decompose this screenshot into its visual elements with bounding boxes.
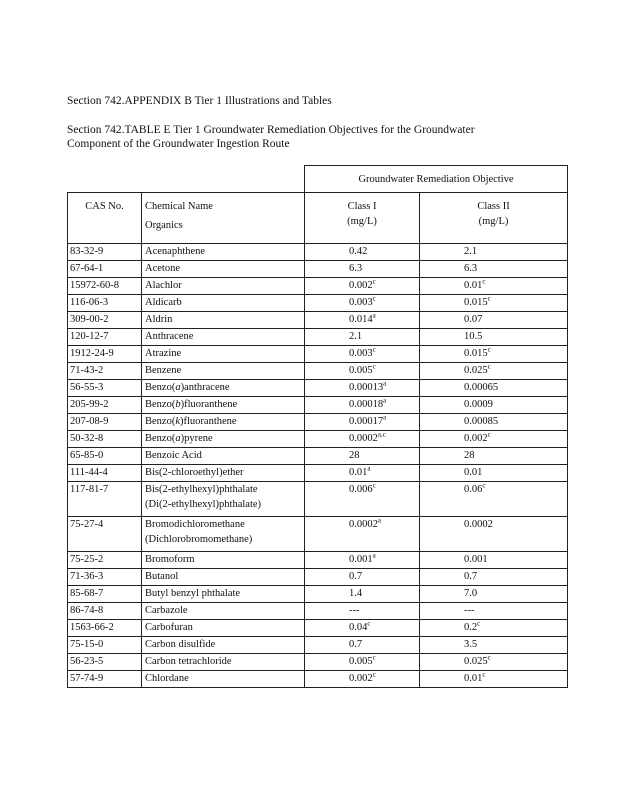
footnote-marker: a — [383, 396, 387, 405]
class1-value-number: 0.7 — [349, 639, 363, 650]
class1-value — [305, 603, 420, 620]
class1-value-number: 0.00017 — [349, 416, 384, 427]
cas-number: 75-15-0 — [68, 637, 142, 654]
table-row — [68, 431, 568, 448]
cas-number: 116-06-3 — [68, 295, 142, 312]
cas-number: 75-27-4 — [68, 517, 142, 552]
class2-value — [420, 431, 568, 448]
chemical-name — [142, 465, 305, 482]
class1-value-number: 0.006 — [349, 484, 373, 495]
chemical-name-suffix: )fluoranthene — [180, 399, 238, 410]
class2-value-number: 0.01 — [464, 467, 483, 478]
footnote-marker: c — [367, 619, 371, 628]
table-row — [68, 603, 568, 620]
chemical-name-italic: k — [175, 416, 180, 427]
table-row — [68, 346, 568, 363]
class2-value-number: 0.0002 — [464, 519, 493, 530]
cas-number: 83-32-9 — [68, 244, 142, 261]
cas-number: 56-23-5 — [68, 654, 142, 671]
footnote-marker: a — [372, 551, 376, 560]
footnote-marker: c — [372, 345, 376, 354]
chemical-name — [142, 380, 305, 397]
class1-value — [305, 329, 420, 346]
class2-value — [420, 637, 568, 654]
chemical-name — [142, 552, 305, 569]
class1-value — [305, 620, 420, 637]
footnote-marker: a — [377, 516, 381, 525]
chemical-name-line: Acetone — [145, 263, 180, 274]
chemical-name-italic: a — [175, 433, 181, 444]
class1-value — [305, 552, 420, 569]
chemical-name-line: Butyl benzyl phthalate — [145, 588, 241, 599]
chemical-name — [142, 363, 305, 380]
chemical-name-line: Acenaphthene — [145, 246, 206, 257]
class2-value-number: 0.025 — [464, 656, 488, 667]
chemical-name — [142, 586, 305, 603]
class2-value — [420, 552, 568, 569]
chemical-name — [142, 482, 305, 517]
class2-value-number: 0.01 — [464, 673, 483, 684]
class2-value-number: 0.7 — [464, 571, 478, 582]
class2-value — [420, 654, 568, 671]
class1-value — [305, 586, 420, 603]
class2-value — [420, 261, 568, 278]
cas-number: 57-74-9 — [68, 671, 142, 688]
class1-value — [305, 448, 420, 465]
class1-value-number: 0.003 — [349, 297, 373, 308]
chemical-name — [142, 312, 305, 329]
groundwater-objectives-table — [67, 165, 568, 688]
chemical-name-line: Bis(2-chloroethyl)ether — [145, 467, 244, 478]
organics-subheader: Organics — [145, 220, 183, 231]
class1-value — [305, 244, 420, 261]
class2-header-label: Class II — [477, 201, 510, 212]
cas-number: 65-85-0 — [68, 448, 142, 465]
table-row — [68, 261, 568, 278]
chemical-name-line: Aldicarb — [145, 297, 182, 308]
cas-number: 85-68-7 — [68, 586, 142, 603]
chemical-name — [142, 620, 305, 637]
class1-value — [305, 465, 420, 482]
class2-value-number: 7.0 — [464, 588, 478, 599]
cas-number: 71-43-2 — [68, 363, 142, 380]
class2-value-number: 0.015 — [464, 348, 488, 359]
cas-column-header — [68, 193, 142, 244]
table-row — [68, 465, 568, 482]
chemical-name — [142, 671, 305, 688]
class2-value — [420, 295, 568, 312]
footnote-marker: c — [372, 362, 376, 371]
class2-value — [420, 414, 568, 431]
chemical-name-line: Bromodichloromethane — [145, 519, 245, 530]
cas-number: 71-36-3 — [68, 569, 142, 586]
cas-number: 205-99-2 — [68, 397, 142, 414]
footnote-marker: c — [487, 430, 491, 439]
class2-value — [420, 448, 568, 465]
cas-number: 120-12-7 — [68, 329, 142, 346]
chemical-name-line: Carbazole — [145, 605, 188, 616]
table-row — [68, 414, 568, 431]
class1-value-number: 6.3 — [349, 263, 363, 274]
class1-value-number: 0.005 — [349, 365, 373, 376]
chemical-name — [142, 603, 305, 620]
table-row — [68, 278, 568, 295]
class2-value-number: --- — [464, 605, 475, 616]
footnote-marker: a — [367, 464, 371, 473]
class2-value-number: 0.06 — [464, 484, 483, 495]
class1-value-number: --- — [349, 605, 360, 616]
class1-value-number: 0.42 — [349, 246, 368, 257]
cas-number: 56-55-3 — [68, 380, 142, 397]
table-row — [68, 397, 568, 414]
cas-number: 111-44-4 — [68, 465, 142, 482]
chemical-name — [142, 448, 305, 465]
chemical-name-italic: a — [175, 382, 181, 393]
class1-value-number: 28 — [349, 450, 360, 461]
class1-value — [305, 431, 420, 448]
class2-value — [420, 329, 568, 346]
class2-value — [420, 380, 568, 397]
class1-value — [305, 517, 420, 552]
chemical-column-header — [142, 193, 305, 244]
chemical-name — [142, 637, 305, 654]
table-row — [68, 552, 568, 569]
class2-value-number: 0.00085 — [464, 416, 499, 427]
chemical-name — [142, 278, 305, 295]
chemical-synonym: (Dichlorobromomethane) — [145, 534, 253, 545]
table-row — [68, 380, 568, 397]
chemical-synonym: (Di(2-ethylhexyl)phthalate) — [145, 499, 262, 510]
footnote-marker: a — [372, 311, 376, 320]
table-row — [68, 620, 568, 637]
class2-value-number: 10.5 — [464, 331, 483, 342]
chemical-name-line: Chlordane — [145, 673, 189, 684]
footnote-marker: c — [372, 481, 376, 490]
class2-value-number: 0.0009 — [464, 399, 493, 410]
chemical-name-line: Bis(2-ethylhexyl)phthalate — [145, 484, 258, 495]
chemical-name-line: Atrazine — [145, 348, 182, 359]
cas-number: 86-74-8 — [68, 603, 142, 620]
class2-value-number: 0.001 — [464, 554, 488, 565]
cas-number: 50-32-8 — [68, 431, 142, 448]
class1-value-number: 0.002 — [349, 280, 373, 291]
table-title-line-1: Section 742.TABLE E Tier 1 Groundwater Remediation Objectives for the Groundwater — [67, 124, 475, 136]
class2-value-number: 28 — [464, 450, 475, 461]
class2-value-number: 0.07 — [464, 314, 483, 325]
chemical-name-line: Aldrin — [145, 314, 173, 325]
class1-value-number: 0.014 — [349, 314, 373, 325]
footnote-marker: c — [487, 294, 491, 303]
chemical-name-italic: b — [175, 399, 181, 410]
footnote-marker: c — [372, 294, 376, 303]
chemical-header-label: Chemical Name — [145, 201, 213, 212]
appendix-heading: Section 742.APPENDIX B Tier 1 Illustrations and Tables — [67, 95, 332, 107]
class1-value — [305, 637, 420, 654]
class2-value — [420, 569, 568, 586]
class2-value — [420, 363, 568, 380]
table-row — [68, 295, 568, 312]
footnote-marker: c — [487, 362, 491, 371]
chemical-name — [142, 569, 305, 586]
chemical-name-line: Bromoform — [145, 554, 195, 565]
class1-value-number: 0.01 — [349, 467, 368, 478]
chemical-name-suffix: )anthracene — [180, 382, 230, 393]
chemical-name-prefix: Benzo( — [145, 433, 176, 444]
chemical-name-line: Alachlor — [145, 280, 182, 291]
chemical-name-prefix: Benzo( — [145, 382, 176, 393]
class2-column-header — [420, 193, 568, 244]
class1-value — [305, 380, 420, 397]
class2-value-number: 0.00065 — [464, 382, 499, 393]
cas-number: 75-25-2 — [68, 552, 142, 569]
cas-number: 309-00-2 — [68, 312, 142, 329]
footnote-marker: c — [482, 277, 486, 286]
chemical-name-line: Butanol — [145, 571, 179, 582]
footnote-marker: c — [482, 481, 486, 490]
chemical-name-line: Carbofuran — [145, 622, 193, 633]
footnote-marker: c — [487, 345, 491, 354]
class1-value — [305, 312, 420, 329]
header-blank-cell — [68, 166, 305, 193]
chemical-name — [142, 261, 305, 278]
table-title-line-2: Component of the Groundwater Ingestion Route — [67, 138, 290, 150]
class2-value — [420, 244, 568, 261]
class1-value — [305, 278, 420, 295]
class2-value — [420, 517, 568, 552]
class2-value-number: 0.002 — [464, 433, 488, 444]
chemical-name-suffix: )pyrene — [180, 433, 213, 444]
class2-value — [420, 586, 568, 603]
class2-value-number: 0.025 — [464, 365, 488, 376]
class1-value — [305, 363, 420, 380]
table-row — [68, 569, 568, 586]
class2-value-number: 6.3 — [464, 263, 478, 274]
cas-number: 67-64-1 — [68, 261, 142, 278]
chemical-name-suffix: )fluoranthene — [180, 416, 237, 427]
class1-header-label: Class I — [347, 201, 377, 212]
chemical-name-prefix: Benzo( — [145, 399, 176, 410]
class1-value-number: 0.0002 — [349, 433, 378, 444]
class2-value — [420, 465, 568, 482]
class1-column-header — [305, 193, 420, 244]
class1-unit: (mg/L) — [347, 216, 377, 227]
chemical-name — [142, 431, 305, 448]
footnote-marker: c — [372, 277, 376, 286]
class2-value — [420, 278, 568, 295]
table-row — [68, 312, 568, 329]
table-row — [68, 654, 568, 671]
cas-header-label: CAS No. — [85, 201, 124, 212]
footnote-marker: a,c — [377, 430, 386, 439]
table-row — [68, 363, 568, 380]
class1-value-number: 0.7 — [349, 571, 363, 582]
class1-value-number: 0.00013 — [349, 382, 384, 393]
class1-value — [305, 482, 420, 517]
chemical-name-line: Carbon tetrachloride — [145, 656, 232, 667]
footnote-marker: a — [383, 413, 387, 422]
footnote-marker: c — [487, 653, 491, 662]
chemical-name — [142, 414, 305, 431]
class1-value-number: 0.00018 — [349, 399, 384, 410]
cas-number: 15972-60-8 — [68, 278, 142, 295]
chemical-name — [142, 517, 305, 552]
class1-value-number: 0.002 — [349, 673, 373, 684]
class1-value-number: 2.1 — [349, 331, 363, 342]
chemical-name — [142, 244, 305, 261]
chemical-name-prefix: Benzo( — [145, 416, 176, 427]
class1-value-number: 0.003 — [349, 348, 373, 359]
chemical-name-line: Benzene — [145, 365, 182, 376]
class1-value-number: 0.005 — [349, 656, 373, 667]
footnote-marker: c — [477, 619, 481, 628]
cas-number: 117-81-7 — [68, 482, 142, 517]
class1-value — [305, 346, 420, 363]
table-body — [68, 244, 568, 688]
table-row — [68, 329, 568, 346]
footnote-marker: a — [383, 379, 387, 388]
class1-value — [305, 397, 420, 414]
class2-value — [420, 620, 568, 637]
class2-value — [420, 482, 568, 517]
chemical-name — [142, 346, 305, 363]
chemical-name-line: Carbon disulfide — [145, 639, 216, 650]
cas-number: 1912-24-9 — [68, 346, 142, 363]
table-row — [68, 244, 568, 261]
group-header: Groundwater Remediation Objective — [305, 166, 568, 193]
table-row — [68, 671, 568, 688]
class2-value-number: 0.015 — [464, 297, 488, 308]
footnote-marker: c — [372, 670, 376, 679]
table-row — [68, 637, 568, 654]
class1-value-number: 0.001 — [349, 554, 373, 565]
class2-value-number: 3.5 — [464, 639, 478, 650]
class2-value — [420, 312, 568, 329]
class1-value-number: 1.4 — [349, 588, 363, 599]
class1-value-number: 0.04 — [349, 622, 368, 633]
table-row — [68, 517, 568, 552]
class1-value — [305, 414, 420, 431]
class1-value — [305, 295, 420, 312]
chemical-name — [142, 329, 305, 346]
chemical-name — [142, 654, 305, 671]
chemical-name — [142, 295, 305, 312]
class2-value — [420, 603, 568, 620]
class1-value — [305, 671, 420, 688]
cas-number: 1563-66-2 — [68, 620, 142, 637]
chemical-name-line: Anthracene — [145, 331, 194, 342]
table-row — [68, 448, 568, 465]
footnote-marker: c — [482, 670, 486, 679]
class1-value — [305, 654, 420, 671]
class1-value-number: 0.0002 — [349, 519, 378, 530]
class2-value — [420, 346, 568, 363]
class1-value — [305, 569, 420, 586]
table-row — [68, 586, 568, 603]
class2-value-number: 2.1 — [464, 246, 478, 257]
table-row — [68, 482, 568, 517]
chemical-name — [142, 397, 305, 414]
footnote-marker: c — [372, 653, 376, 662]
class2-value-number: 0.2 — [464, 622, 478, 633]
class1-value — [305, 261, 420, 278]
chemical-name-line: Benzoic Acid — [145, 450, 202, 461]
class2-unit: (mg/L) — [478, 216, 509, 227]
class2-value-number: 0.01 — [464, 280, 483, 291]
class2-value — [420, 397, 568, 414]
cas-number: 207-08-9 — [68, 414, 142, 431]
class2-value — [420, 671, 568, 688]
